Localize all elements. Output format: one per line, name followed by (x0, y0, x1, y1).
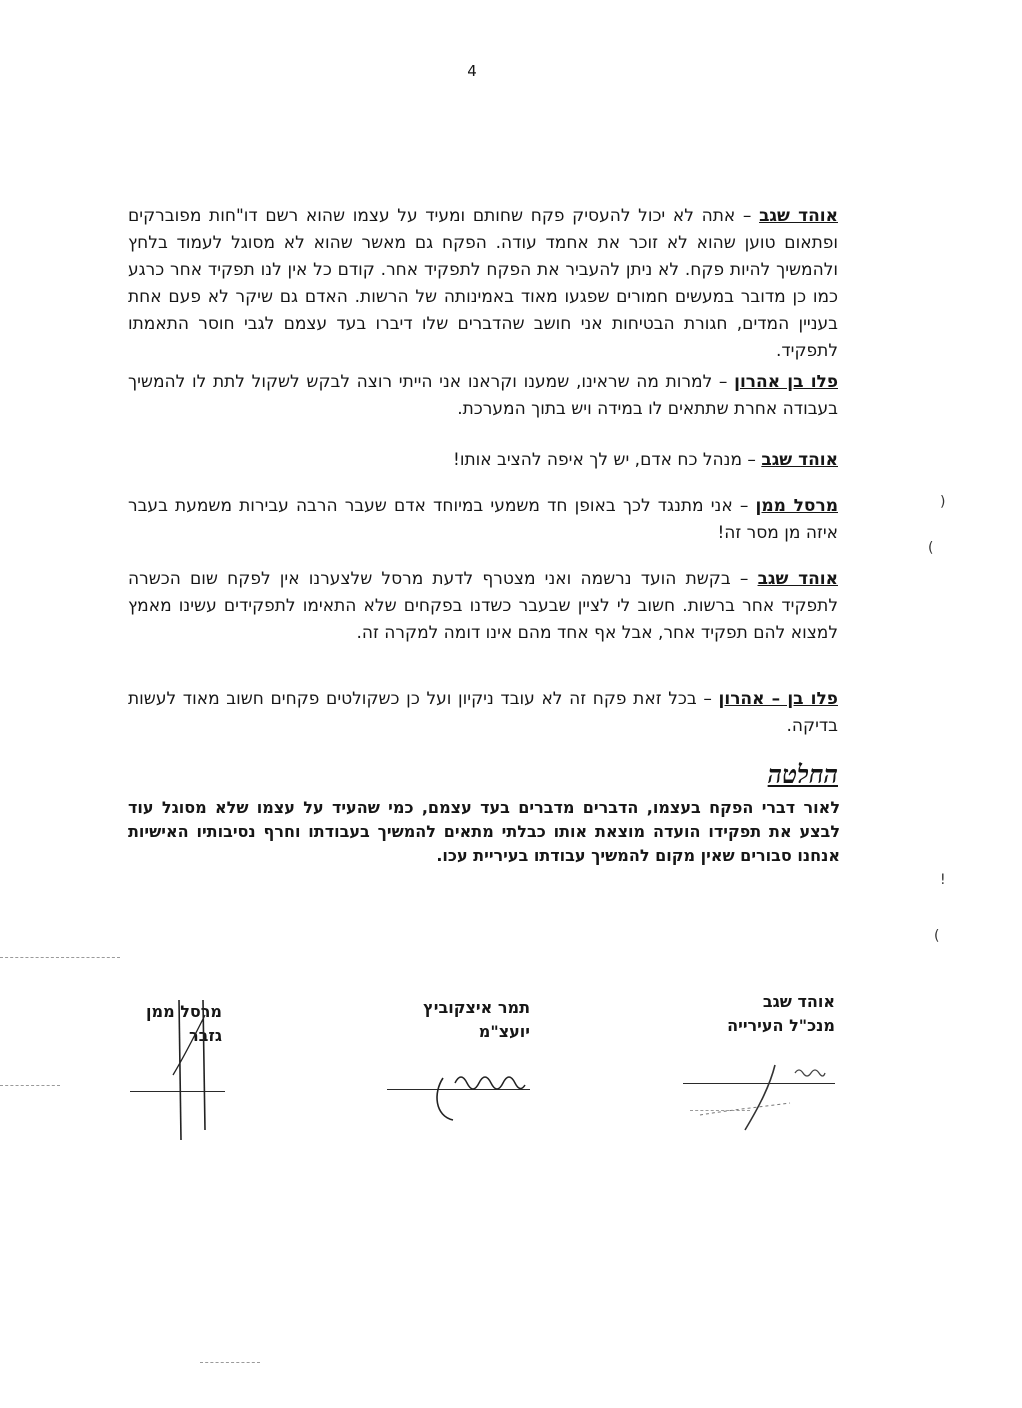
signer-role: מנכ"ל העירייה (727, 1016, 835, 1035)
speaker-name: אוהד שגב (757, 569, 838, 589)
decision-text: לאור דברי הפקח בעצמו, הדברים מדברים בעד עצמם, כמי שהעיד על עצמו שלא מסוגל עוד לבצע את תפקידו הועדה מוצאת אותו כבלתי מתאים להמשיך בעבודתו וחרף נסיבותיו האישיות אנחנו סבורים שאין מקום להמשיך עבודתו בעיריית עכו. (128, 798, 840, 865)
decision-heading: החלטה (767, 760, 838, 789)
scan-artifact (0, 1085, 60, 1086)
signature-block-ceo (620, 990, 835, 1038)
signer-role: יועצ"מ (478, 1022, 530, 1041)
paragraph-text: – בקשת הועד נרשמה ואני מצטרף לדעת מרסל שלצערנו אין לפקח שום הכשרה לתפקיד אחר ברשות. חשוב לי לציין שבעבר כשדנו בפקחים שלא התאימו לתפקידים עשינו מאמץ למצוא להם תפקיד אחר, אבל אף אחד מהם אינו דומה למקרה זה. (128, 569, 838, 643)
signer-role: גזבר (189, 1026, 222, 1045)
margin-mark: ( (934, 928, 940, 944)
margin-mark: ( (928, 540, 934, 556)
speaker-name: פלו בן – אהרון (718, 689, 838, 709)
speaker-name: אוהד שגב (759, 206, 838, 226)
speaker-name: פלו בן אהרון (734, 372, 838, 392)
scan-artifact (0, 957, 120, 958)
paragraph-2 (128, 369, 838, 423)
paragraph-1 (128, 203, 838, 365)
scan-artifact (200, 1362, 260, 1363)
speaker-name: אוהד שגב (761, 450, 838, 470)
handwritten-signature-legal (425, 1058, 545, 1128)
paragraph-text: – אני מתנגד לכך באופן חד משמעי במיוחד אדם שעבר הרבה עבירות משמעת בעבר איזה מן מסר זה! (128, 496, 838, 543)
handwritten-signature-ceo (690, 1055, 850, 1135)
handwritten-signature-treasurer (165, 995, 235, 1145)
paragraph-text: – בכל זאת פקח זה לא עובד ניקיון ועל כן כשקולטים פקחים חשוב מאוד לעשות בדיקה. (128, 689, 838, 736)
paragraph-3 (128, 447, 838, 474)
signer-name: תמר איצקוביץ (423, 998, 530, 1017)
speaker-name: מרסל ממן (755, 496, 838, 516)
signer-name: אוהד שגב (762, 992, 835, 1011)
scan-artifact (690, 1110, 750, 1111)
paragraph-4 (128, 493, 838, 547)
page-number: 4 (467, 62, 477, 80)
paragraph-text: – למרות מה שראינו, שמענו וקראנו אני הייתי רוצה לבקש לשקול לתת לו להמשיך בעבודה אחרת שתתאים לו במידה ויש בתוך המערכת. (128, 372, 838, 419)
margin-mark: ! (940, 872, 946, 888)
paragraph-5 (128, 566, 838, 647)
paragraph-text: – מנהל כח אדם, יש לך איפה להציב אותו! (453, 450, 762, 470)
paragraph-text: – אתה לא יכול להעסיק פקח שחותם ומעיד על עצמו שהוא רשם דו"חות מפוברקים ופתאום טוען שהוא לא זוכר את אחמד עודה. הפקח גם מאשר שהוא לא מסוגל לעמוד בלחץ ולהמשיך להיות פקח. לא ניתן להעביר את הפקח לתפקיד אחר. קודם כל אין לנו תפקיד אחר כרגע כמו כן מדובר במעשים חמורים שפגעו מאוד באמינותה של הרשות. האדם גם שיקר לא פעם אחת בעניין המדים, חגורת הבטיחות אני חושב שהדברים שלו דיברו בעד עצמם לגבי חוסר התאמתו לתפקיד. (128, 206, 838, 361)
margin-mark: ) (940, 494, 946, 510)
paragraph-6 (128, 686, 838, 740)
signature-block-legal (340, 996, 530, 1044)
signer-name: מרסל ממן (146, 1002, 222, 1021)
